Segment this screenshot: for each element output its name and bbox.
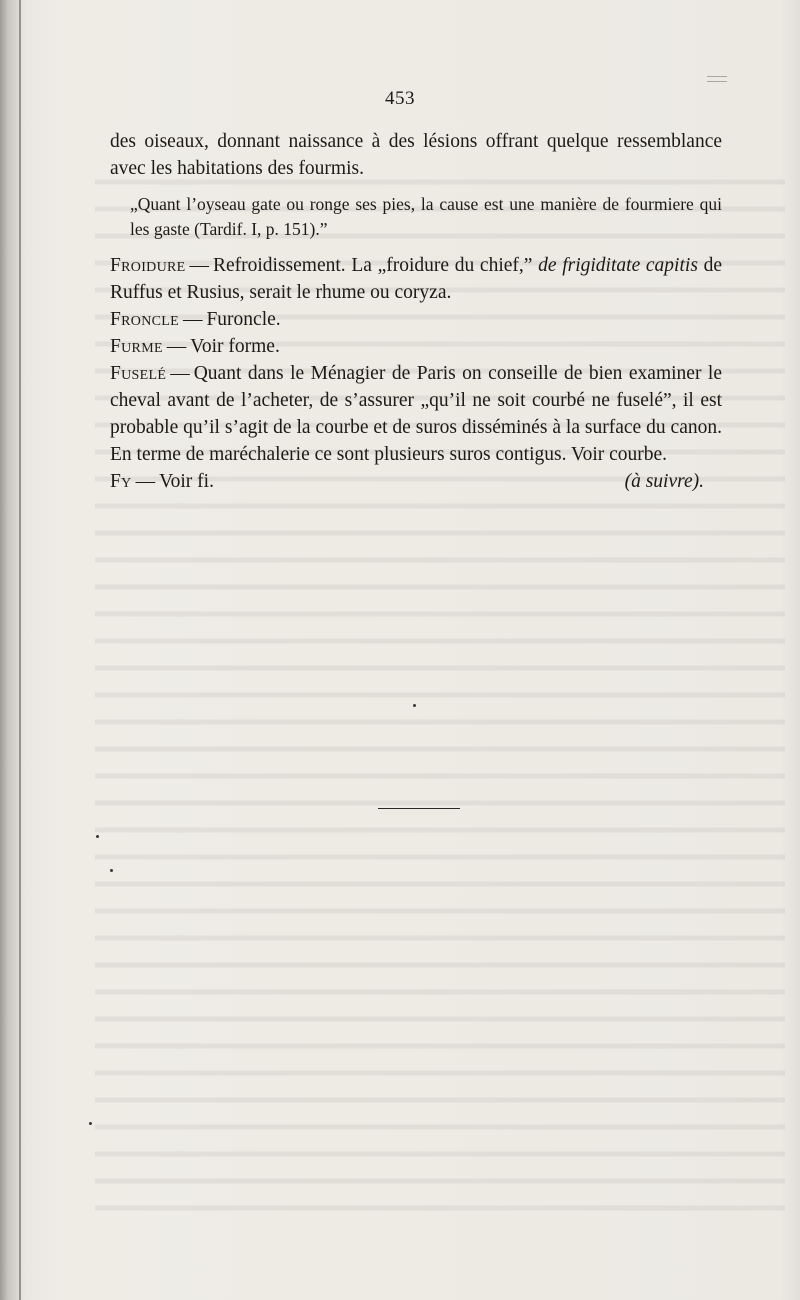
entry-dash: — [135, 471, 156, 492]
entry-term: Fy [110, 471, 132, 492]
page-number: 453 [385, 88, 415, 109]
entry-term: Furme [110, 336, 163, 357]
opening-paragraph: des oiseaux, donnant naissance à des lésions offrant quelque ressemblance avec les habitations des fourmis. [110, 131, 722, 179]
entry-text: Quant dans le Ménagier de Paris on conseille de bien examiner le cheval avant de l’acheter, de s’assurer „qu’il ne soit courbé ne fuselé”, il est probable qu’il s’agit de la courbe et de suros disséminés à la surface du canon. En terme de maréchalerie ce sont plusieurs suros contigus. Voir courbe. [110, 363, 722, 465]
entry-text-continued: de Ruffus et Rusius, serait le rhume ou coryza. [110, 255, 722, 303]
entry-dash: — [182, 309, 203, 330]
entry-italic-text: de frigiditate capitis [538, 255, 698, 276]
entry-dash: — [170, 363, 190, 384]
margin-mark [707, 76, 727, 82]
entry-dash: — [166, 336, 187, 357]
entry-text: Voir fi. [159, 471, 214, 492]
print-speck [89, 1122, 92, 1125]
entry-furme [110, 333, 722, 360]
print-speck [96, 835, 99, 838]
entry-text: Refroidissement. La „froidure du chief,” [212, 255, 533, 276]
binding-edge [19, 0, 21, 1300]
entry-dash: — [189, 255, 209, 276]
entry-froidure [110, 252, 722, 306]
print-speck [110, 869, 113, 872]
quotation: „Quant l’oyseau gate ou ronge ses pies, la cause est une manière de fourmiere qui les gaste (Tardif. I, p. 151).” [130, 194, 722, 239]
continuation-note: (à suivre). [624, 471, 704, 492]
body-text [110, 128, 722, 495]
entry-fusele [110, 360, 722, 468]
entry-froncle [110, 306, 722, 333]
section-divider [378, 808, 460, 809]
entry-term: Fuselé [110, 363, 167, 384]
entry-term: Froidure [110, 255, 186, 276]
entry-text: Furoncle. [206, 309, 281, 330]
print-speck [413, 704, 416, 707]
entry-text: Voir forme. [190, 336, 280, 357]
entry-term: Froncle [110, 309, 179, 330]
